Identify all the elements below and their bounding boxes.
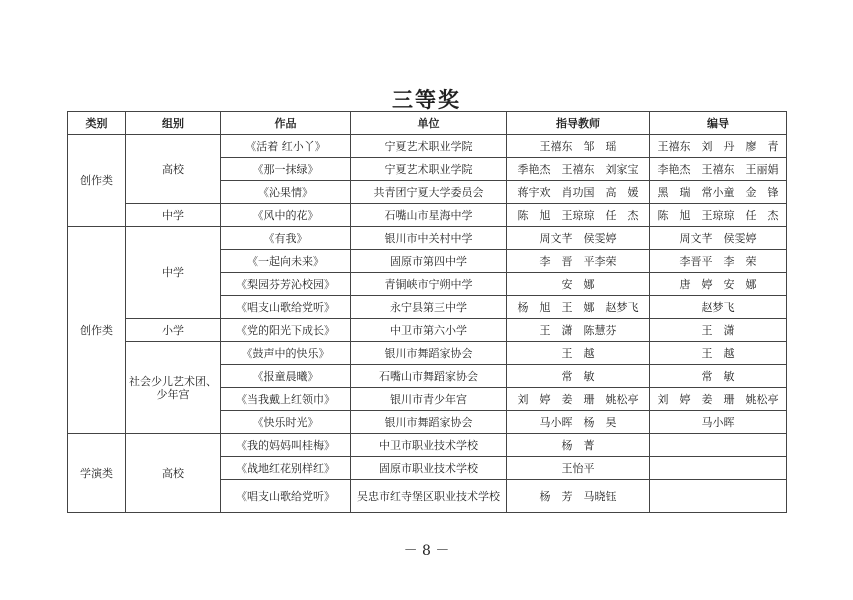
unit-cell: 固原市第四中学 [351,250,507,273]
unit-cell: 共青团宁夏大学委员会 [351,181,507,204]
teachers-cell: 安 娜 [507,273,650,296]
group-cell: 高校 [126,135,221,204]
unit-cell: 宁夏艺术职业学院 [351,158,507,181]
teachers-cell: 杨 旭 王 娜 赵梦飞 [507,296,650,319]
choreo-cell: 刘 婷 姜 珊 姚松亭 [650,388,787,411]
teachers-cell: 季艳杰 王禧东 刘家宝 [507,158,650,181]
work-cell: 《那一抹绿》 [221,158,351,181]
teachers-cell: 王 越 [507,342,650,365]
header-teachers: 指导教师 [507,112,650,135]
work-cell: 《我的妈妈叫桂梅》 [221,434,351,457]
unit-cell: 银川市舞蹈家协会 [351,411,507,434]
teachers-cell: 王怡平 [507,457,650,480]
teachers-cell: 杨 芳 马晓钰 [507,480,650,513]
teachers-cell: 杨 菁 [507,434,650,457]
choreo-cell: 王 越 [650,342,787,365]
group-cell: 中学 [126,227,221,319]
group-cell: 中学 [126,204,221,227]
unit-cell: 石嘴山市星海中学 [351,204,507,227]
teachers-cell: 蒋宇欢 肖功国 高 媛 [507,181,650,204]
unit-cell: 中卫市职业技术学校 [351,434,507,457]
category-cell: 创作类 [68,135,126,227]
work-cell: 《梨园芬芳沁校园》 [221,273,351,296]
choreo-cell: 黑 瑞 常小童 金 锋 [650,181,787,204]
page-title: 三等奖 [392,88,461,112]
choreo-cell [650,457,787,480]
unit-cell: 吴忠市红寺堡区职业技术学校 [351,480,507,513]
choreo-cell [650,434,787,457]
header-row [68,112,787,135]
header-work: 作品 [221,112,351,135]
unit-cell: 银川市青少年宫 [351,388,507,411]
choreo-cell [650,480,787,513]
teachers-cell: 刘 婷 姜 珊 姚松亭 [507,388,650,411]
work-cell: 《沁果情》 [221,181,351,204]
choreo-cell: 王 潇 [650,319,787,342]
table-row [68,319,787,342]
teachers-cell: 常 敏 [507,365,650,388]
table-row [68,227,787,250]
choreo-cell: 李晋平 李 荣 [650,250,787,273]
choreo-cell: 常 敏 [650,365,787,388]
work-cell: 《战地红花别样红》 [221,457,351,480]
group-cell: 小学 [126,319,221,342]
work-cell: 《快乐时光》 [221,411,351,434]
category-cell: 学演类 [68,434,126,513]
header-unit: 单位 [351,112,507,135]
work-cell: 《鼓声中的快乐》 [221,342,351,365]
header-choreo: 编导 [650,112,787,135]
unit-cell: 银川市舞蹈家协会 [351,342,507,365]
work-cell: 《一起向未来》 [221,250,351,273]
header-group: 组别 [126,112,221,135]
choreo-cell: 李艳杰 王禧东 王丽娟 [650,158,787,181]
choreo-cell: 王禧东 刘 丹 廖 青 [650,135,787,158]
teachers-cell: 马小晖 杨 昊 [507,411,650,434]
page-number: － 8 － [403,543,450,559]
work-cell: 《党的阳光下成长》 [221,319,351,342]
unit-cell: 永宁县第三中学 [351,296,507,319]
choreo-cell: 赵梦飞 [650,296,787,319]
work-cell: 《有我》 [221,227,351,250]
category-cell: 创作类 [68,227,126,434]
unit-cell: 宁夏艺术职业学院 [351,135,507,158]
header-category: 类别 [68,112,126,135]
work-cell: 《风中的花》 [221,204,351,227]
choreo-cell: 陈 旭 王琼琼 任 杰 [650,204,787,227]
teachers-cell: 周文芊 侯雯婷 [507,227,650,250]
unit-cell: 石嘴山市舞蹈家协会 [351,365,507,388]
work-cell: 《报童晨曦》 [221,365,351,388]
unit-cell: 中卫市第六小学 [351,319,507,342]
work-cell: 《当我戴上红领巾》 [221,388,351,411]
choreo-cell: 马小晖 [650,411,787,434]
table-row [68,135,787,158]
teachers-cell: 李 晋 平李荣 [507,250,650,273]
work-cell: 《唱支山歌给党听》 [221,480,351,513]
table-row [68,342,787,365]
unit-cell: 银川市中关村中学 [351,227,507,250]
choreo-cell: 周文芊 侯雯婷 [650,227,787,250]
choreo-cell: 唐 婷 安 娜 [650,273,787,296]
awards-table [67,111,787,513]
unit-cell: 固原市职业技术学校 [351,457,507,480]
work-cell: 《唱支山歌给党听》 [221,296,351,319]
teachers-cell: 陈 旭 王琼琼 任 杰 [507,204,650,227]
work-cell: 《活着 红小丫》 [221,135,351,158]
unit-cell: 青铜峡市宁朔中学 [351,273,507,296]
table-row [68,434,787,457]
teachers-cell: 王 潇 陈慧芬 [507,319,650,342]
group-cell: 高校 [126,434,221,513]
group-cell: 社会少儿艺术团、少年宫 [126,342,221,434]
table-row [68,204,787,227]
teachers-cell: 王禧东 邹 瑶 [507,135,650,158]
